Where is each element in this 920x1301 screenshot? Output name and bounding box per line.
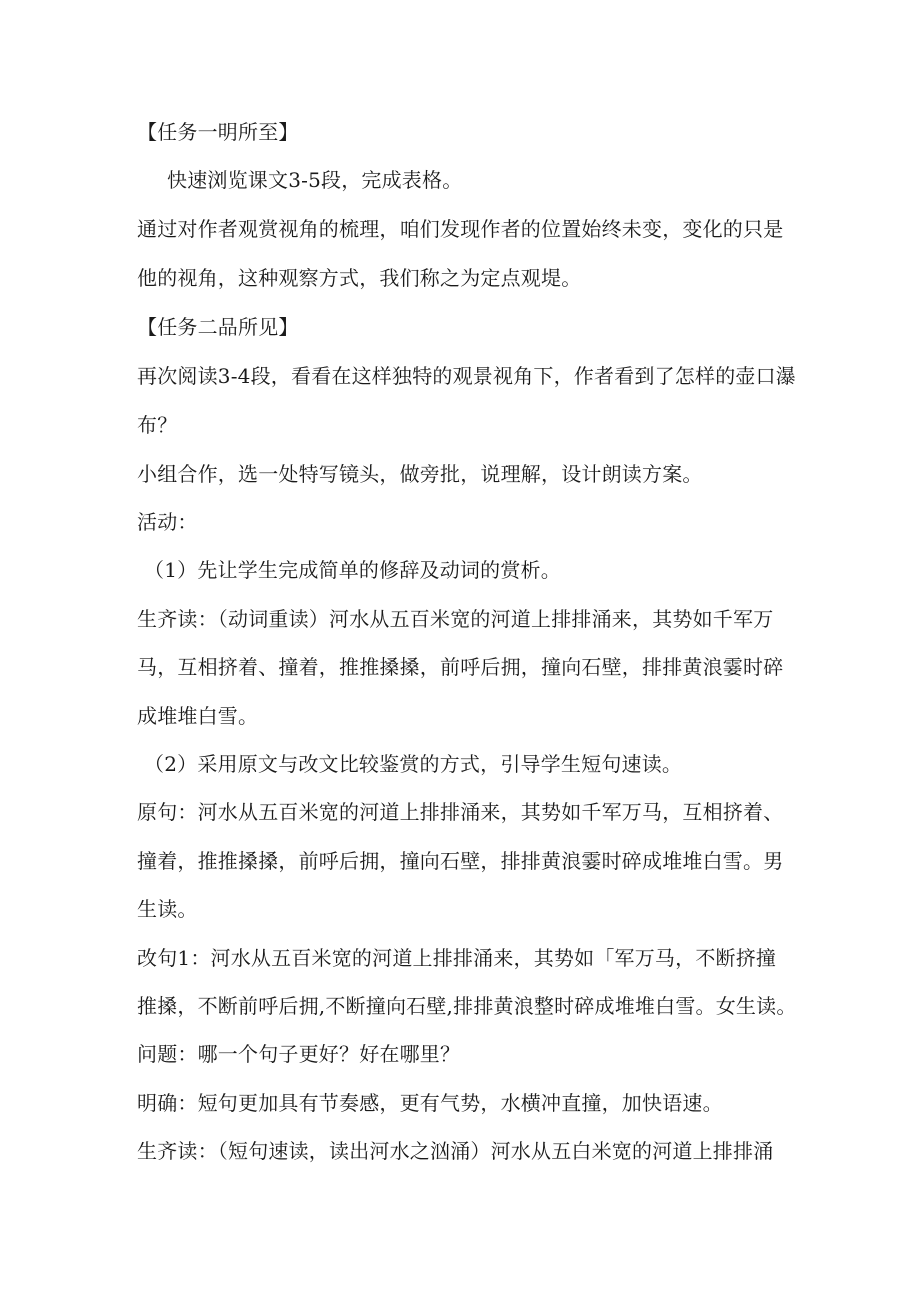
paragraph-line: 马，互相挤着、撞着，推推搡搡，前呼后拥，撞向石壁，排排黄浪霎时碎 (137, 655, 784, 679)
heading-task-two: 【任务二品所见】 (137, 315, 299, 339)
paragraph-line: 生读。 (137, 897, 198, 921)
heading-task-one: 【任务一明所至】 (137, 120, 299, 144)
paragraph-line: 布？ (137, 413, 178, 437)
paragraph-line: 生齐读：（动词重读）河水从五百米宽的河道上排排涌来，其势如千军万 (137, 607, 774, 631)
paragraph-line: 再次阅读3-4段，看看在这样独特的观景视角下，作者看到了怎样的壶口瀑 (137, 364, 797, 388)
paragraph-line: 原句：河水从五百米宽的河道上排排涌来，其势如千军万马，互相挤着、 (137, 800, 784, 824)
paragraph-line: 明确：短句更加具有节奏感，更有气势，水横冲直撞，加快语速。 (137, 1091, 723, 1115)
paragraph-line: 生齐读：（短句速读，读出河水之汹涌）河水从五白米宽的河道上排排涌 (137, 1139, 774, 1163)
paragraph-line: 他的视角，这种观察方式，我们称之为定点观堤。 (137, 266, 582, 290)
paragraph-line: 改句1：河水从五百米宽的河道上排排涌来，其势如「军万马，不断挤撞 (137, 946, 777, 970)
paragraph-line: 通过对作者观赏视角的梳理，咱们发现作者的位置始终未变，变化的只是 (137, 217, 784, 241)
paragraph-line: 快速浏览课文3-5段，完成表格。 (167, 168, 463, 192)
paragraph-line: 小组合作，选一处特写镜头，做旁批，说理解，设计朗读方案。 (137, 462, 703, 486)
paragraph-line: （2）采用原文与改文比较鉴赏的方式，引导学生短句速读。 (144, 752, 683, 776)
paragraph-line: 活动： (137, 510, 198, 534)
paragraph-line: （1）先让学生完成简单的修辞及动词的赏析。 (144, 558, 561, 582)
paragraph-line: 问题：哪一个句子更好？好在哪里？ (137, 1042, 461, 1066)
paragraph-line: 推搡，不断前呼后拥,不断撞向石壁,排排黄浪整时碎成堆堆白雪。女生读。 (137, 994, 797, 1018)
paragraph-line: 撞着，推推搡搡，前呼后拥，撞向石壁，排排黄浪霎时碎成堆堆白雪。男 (137, 849, 784, 873)
paragraph-line: 成堆堆白雪。 (137, 704, 259, 728)
